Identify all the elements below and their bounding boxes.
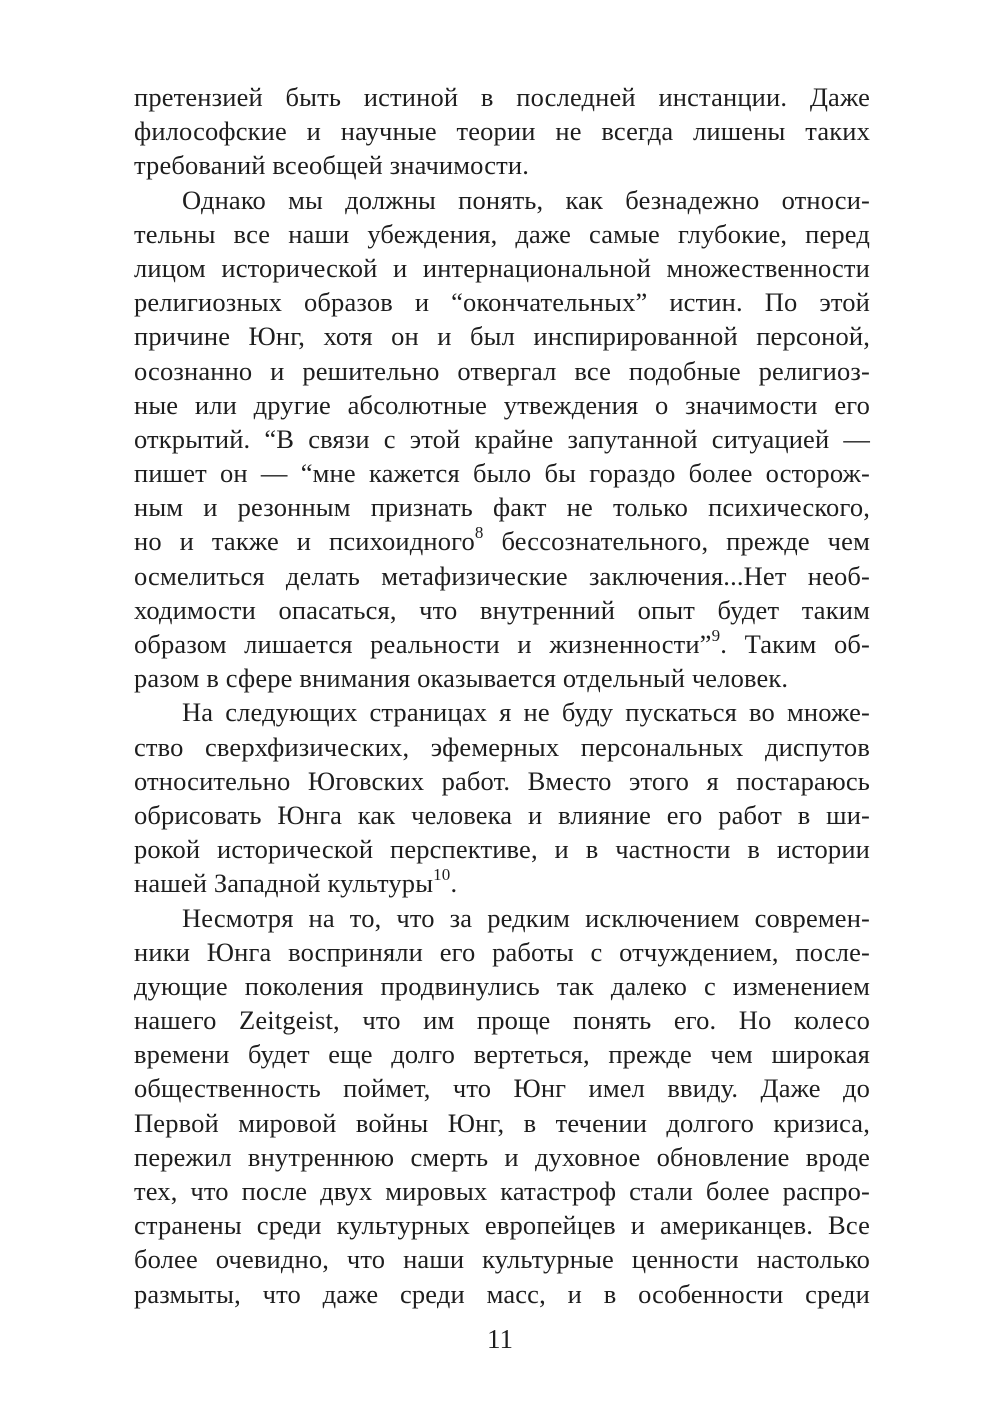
text-line: странены среди культурных европейцев и американцев. Все <box>134 1210 870 1241</box>
text-line: нашего Zeitgeist, что им проще понять его. Но колесо <box>134 1005 870 1036</box>
text-line: размыты, что даже среди масс, и в особенности среди <box>134 1278 870 1309</box>
text-line: претензией быть истиной в последней инстанции. Даже <box>134 82 870 112</box>
paragraph <box>134 695 870 900</box>
text-line: осмелиться делать метафизические заключения...Нет необ- <box>134 560 870 591</box>
text-line: более очевидно, что наши культурные ценности настолько <box>134 1244 870 1275</box>
text-line: обрисовать Юнга как человека и влияние его работ в ши- <box>134 799 870 830</box>
text-line: религиозных образов и “окончательных” истин. По этой <box>134 287 870 318</box>
text-line: осознанно и решительно отвергал все подобные религиоз- <box>134 355 870 386</box>
footnote-marker: 10 <box>433 865 451 885</box>
footnote-marker: 9 <box>711 626 721 645</box>
text-line: рокой исторической перспективе, и в частности в истории <box>134 834 870 865</box>
text-line: тех, что после двух мировых катастроф стали более распро- <box>134 1176 870 1206</box>
text-run: образом лишается реальности и жизненности” <box>134 629 712 659</box>
text-line <box>134 866 870 900</box>
text-line: тельны все наши убеждения, даже самые глубокие, перед <box>134 218 870 249</box>
text-line: дующие поколения продвинулись так далеко с изменением <box>134 970 870 1001</box>
text-line: ники Юнга восприняли его работы с отчуждением, после- <box>134 936 870 967</box>
text-line: Первой мировой войны Юнг, в течении долгого кризиса, <box>134 1107 870 1138</box>
text-line: На следующих страницах я не буду пускаться во множе- <box>182 697 870 728</box>
paragraph <box>134 80 870 183</box>
text-line: ным и резонным признать факт не только психического, <box>134 492 870 523</box>
text-line: пережил внутреннюю смерть и духовное обновление вроде <box>134 1141 870 1172</box>
text-run: но и также и психоидного <box>134 526 475 557</box>
text-line: относительно Юговских работ. Вместо этого я постараюсь <box>134 765 870 796</box>
text-line: разом в сфере внимания оказывается отдельный человек. <box>134 663 789 694</box>
text-line: пишет он — “мне кажется было бы гораздо более осторож- <box>134 458 870 489</box>
text-line <box>134 524 870 558</box>
text-line: требований всеобщей значимости. <box>134 150 529 181</box>
text-run: . <box>450 868 458 899</box>
text-run: . Таким об- <box>720 629 870 659</box>
text-line <box>134 627 870 661</box>
text-line: ходимости опасаться, что внутренний опыт будет таким <box>134 594 870 625</box>
text-line: ные или другие абсолютные утвеждения о значимости его <box>134 389 870 420</box>
paragraph <box>134 183 870 696</box>
text-line: причине Юнг, хотя он и был инспирированной персоной, <box>134 321 870 352</box>
text-line: лицом исторической и интернациональной множественности <box>134 252 870 283</box>
text-line: Несмотря на то, что за редким исключением современ- <box>182 902 870 933</box>
page-number: 11 <box>487 1324 513 1354</box>
text-run: бессознательного, прежде чем <box>483 526 870 557</box>
text-line: философские и научные теории не всегда лишены таких <box>134 116 870 147</box>
text-run: нашей Западной культуры <box>134 868 434 899</box>
paragraph <box>134 901 870 1311</box>
text-line: Однако мы должны понять, как безнадежно относи- <box>182 184 870 215</box>
text-line: времени будет еще долго вертеться, прежде чем широкая <box>134 1039 870 1070</box>
text-line: ство сверхфизических, эфемерных персональных диспутов <box>134 731 870 762</box>
body-text <box>134 80 870 1311</box>
footnote-marker: 8 <box>474 523 484 543</box>
text-line: открытий. “В связи с этой крайне запутанной ситуацией — <box>134 423 870 454</box>
text-line: общественность поймет, что Юнг имел ввиду. Даже до <box>134 1073 870 1104</box>
